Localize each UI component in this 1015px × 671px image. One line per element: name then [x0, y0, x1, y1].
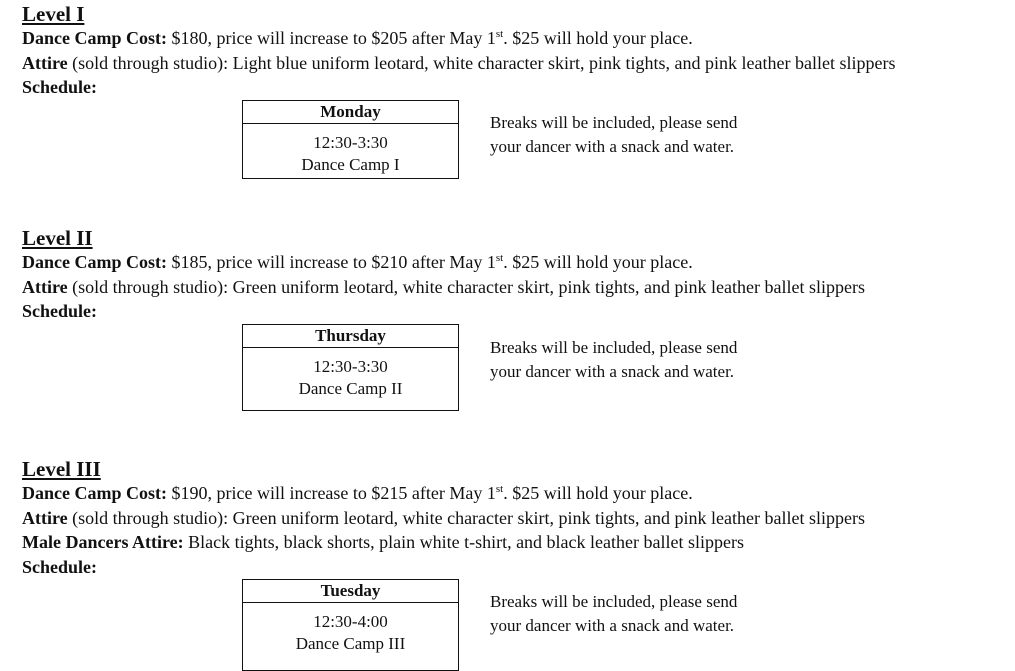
cost-sup: st — [495, 252, 504, 264]
cost-text-end: . $25 will hold your place. — [503, 28, 693, 48]
level-2-title: Level II — [22, 226, 93, 250]
cost-text-end: . $25 will hold your place. — [503, 483, 693, 503]
cost-label: Dance Camp Cost: — [22, 483, 167, 503]
cost-sup: st — [495, 28, 504, 40]
level-2-cost — [22, 250, 1007, 275]
level-2-attire — [22, 275, 1007, 300]
note-line-2: your dancer with a snack and water. — [490, 361, 735, 381]
schedule-day: Thursday — [243, 325, 458, 348]
level-2-schedule-label: Schedule: — [22, 301, 98, 321]
attire-label: Attire — [22, 52, 68, 73]
cost-label: Dance Camp Cost: — [22, 252, 167, 272]
cost-label: Dance Camp Cost: — [22, 28, 167, 48]
level-3-title: Level III — [22, 457, 101, 481]
attire-text: (sold through studio): Green uniform leotard, white character skirt, pink tights, and pink leather ballet slippers — [67, 276, 865, 297]
note-line-1: Breaks will be included, please send — [490, 592, 738, 611]
level-3-schedule-table — [242, 579, 459, 671]
cost-text-end: . $25 will hold your place. — [503, 252, 693, 272]
schedule-time: 12:30-4:00 — [313, 612, 388, 631]
cost-text: $180, price will increase to $205 after May 1 — [166, 28, 496, 48]
level-3-section — [22, 457, 1007, 653]
attire-label: Attire — [22, 507, 68, 528]
level-1-schedule-table — [242, 100, 459, 179]
schedule-day: Tuesday — [243, 580, 458, 603]
cost-text: $185, price will increase to $210 after May 1 — [166, 252, 496, 272]
level-1-title: Level I — [22, 2, 85, 26]
level-1-schedule-label: Schedule: — [22, 77, 98, 97]
note-line-1: Breaks will be included, please send — [490, 338, 738, 357]
schedule-time: 12:30-3:30 — [313, 133, 388, 152]
attire-label: Attire — [22, 276, 68, 297]
cost-sup: st — [495, 483, 504, 495]
cost-text: $190, price will increase to $215 after May 1 — [166, 483, 496, 503]
level-1-attire — [22, 51, 1007, 76]
schedule-cell — [243, 124, 458, 176]
schedule-day: Monday — [243, 101, 458, 124]
schedule-cell — [243, 348, 458, 400]
level-3-schedule-label: Schedule: — [22, 556, 98, 577]
male-attire-label: Male Dancers Attire: — [22, 532, 184, 552]
level-3-cost — [22, 481, 1007, 506]
level-3-attire — [22, 506, 1007, 531]
attire-text: (sold through studio): Green uniform leotard, white character skirt, pink tights, and pink leather ballet slippers — [67, 507, 865, 528]
schedule-time: 12:30-3:30 — [313, 357, 388, 376]
male-attire-text: Black tights, black shorts, plain white t-shirt, and black leather ballet slippers — [183, 532, 744, 552]
note-line-2: your dancer with a snack and water. — [490, 136, 735, 156]
level-1-section — [22, 2, 1007, 174]
level-2-section — [22, 226, 1007, 398]
note-line-2: your dancer with a snack and water. — [490, 615, 735, 635]
level-2-schedule-table — [242, 324, 459, 411]
level-3-male-attire — [22, 530, 1007, 555]
attire-text: (sold through studio): Light blue uniform leotard, white character skirt, pink tights, and pink leather ballet slippers — [67, 52, 896, 73]
schedule-class-name: Dance Camp III — [295, 634, 406, 653]
level-1-break-note — [490, 111, 810, 158]
schedule-cell — [243, 603, 458, 655]
level-2-break-note — [490, 336, 810, 383]
note-line-1: Breaks will be included, please send — [490, 113, 738, 132]
level-1-cost — [22, 26, 1007, 51]
schedule-class-name: Dance Camp II — [298, 379, 403, 398]
schedule-class-name: Dance Camp I — [301, 155, 400, 174]
level-3-break-note — [490, 590, 810, 637]
